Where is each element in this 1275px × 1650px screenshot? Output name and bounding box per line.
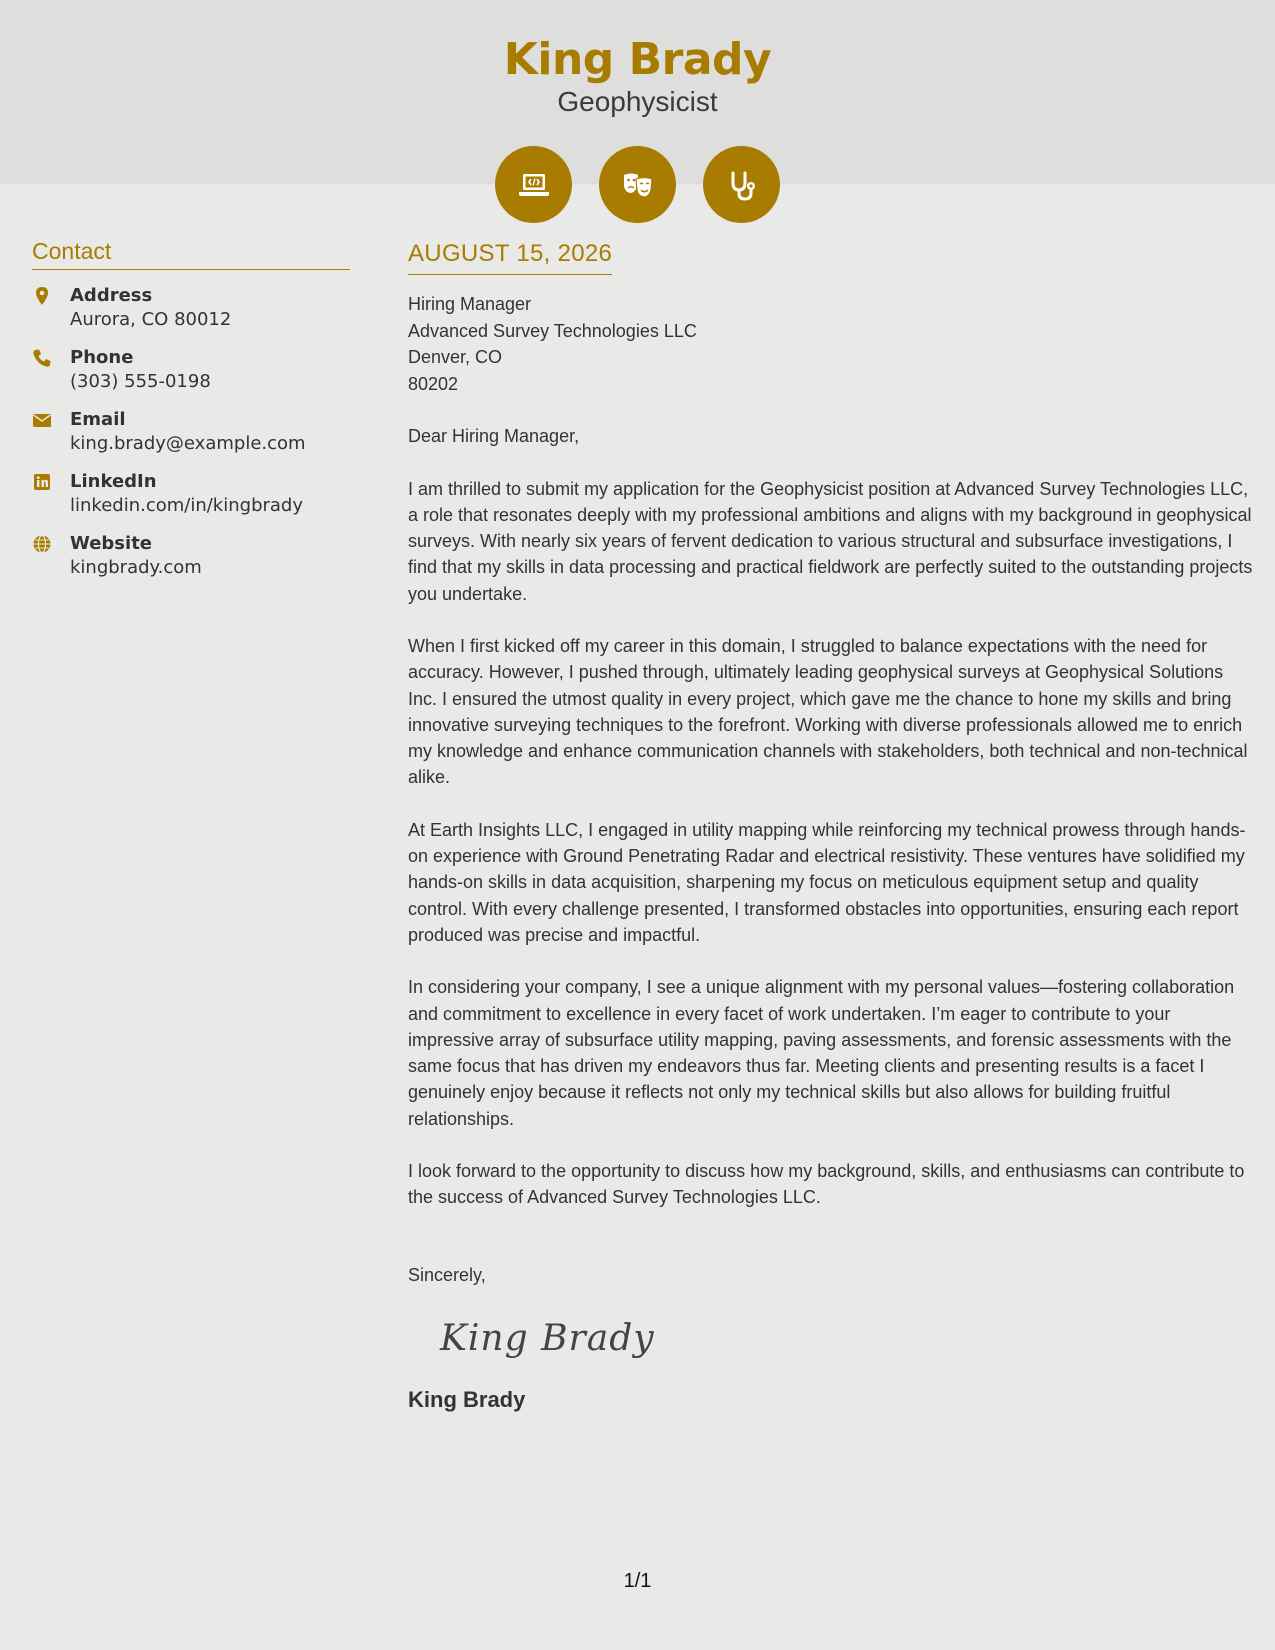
envelope-icon [32,408,70,456]
website-value[interactable]: kingbrady.com [70,557,202,578]
signer-name: King Brady [408,1386,526,1412]
closing: Sincerely, [408,1264,486,1285]
page-number: 1/1 [623,1570,652,1592]
linkedin-value[interactable]: linkedin.com/in/kingbrady [70,495,303,516]
recipient-line: Hiring Manager [408,294,532,314]
body-paragraph: I look forward to the opportunity to discuss how my background, skills, and enthusiasms can contribute to the success of Advanced Survey Technologies LLC. [408,1161,1245,1208]
phone-value: (303) 555-0198 [70,371,211,392]
phone-icon [32,346,70,394]
body-paragraph: In considering your company, I see a unique alignment with my personal values—fostering collaboration and commitment to excellence in every facet of work undertaken. I’m eager to contribute to your impressive array of subsurface utility mapping, paving assessments, and forensic assessments with the same focus that has driven my endeavors thus far. Meeting clients and presenting results is a facet I genuinely enjoy because it reflects not only my technical skills but also allows for building fruitful relationships. [408,977,1235,1129]
greeting: Dear Hiring Manager, [408,426,580,446]
header-icon-row [495,146,780,223]
map-pin-icon [32,284,70,332]
contact-website [32,532,350,580]
phone-label: Phone [70,347,134,368]
email-value[interactable]: king.brady@example.com [70,433,306,454]
website-label: Website [70,533,153,554]
letter-date: AUGUST 15, 2026 [408,240,612,275]
address-label: Address [70,285,153,306]
globe-icon [32,532,70,580]
body-paragraph: I am thrilled to submit my application for the Geophysicist position at Advanced Survey Technologies LLC, a role that resonates deeply with my professional ambitions and aligns with my background in geophysical surveys. With nearly six years of fervent dedication to various structural and subsurface investigations, I find that my skills in data processing and practical fieldwork are perfectly suited to the outstanding projects you undertake. [408,478,1253,604]
linkedin-icon [32,470,70,518]
applicant-name: King Brady [503,34,772,85]
email-label: Email [70,409,126,430]
recipient-block [408,291,1253,397]
contact-heading: Contact [32,238,350,270]
body-paragraph: At Earth Insights LLC, I engaged in utility mapping while reinforcing my technical prowess through hands-on experience with Ground Penetrating Radar and electrical resistivity. These ventures have solidified my hands-on skills in data acquisition, sharpening my focus on meticulous equipment setup and quality control. With every challenge presented, I transformed obstacles into opportunities, ensuring each report produced was precise and impactful. [408,819,1246,945]
address-value: Aurora, CO 80012 [70,309,232,330]
handwritten-signature: King Brady [440,1317,655,1359]
theater-masks-icon [599,146,676,223]
recipient-line: 80202 [408,373,459,394]
cover-letter [408,240,1253,1413]
contact-phone [32,346,350,394]
contact-sidebar [32,238,350,580]
contact-address [32,284,350,332]
body-paragraph: When I first kicked off my career in this domain, I struggled to balance expectations with the need for accuracy. However, I pushed through, ultimately leading geophysical surveys at Geophysical Solutions Inc. I ensured the utmost quality in every project, which gave me the chance to hone my skills and bring innovative surveying techniques to the forefront. Working with diverse professionals allowed me to enrich my knowledge and enhance communication channels with stakeholders, both technical and non-technical alike. [408,635,1248,788]
recipient-line: Denver, CO [408,347,503,367]
laptop-code-icon [495,146,572,223]
job-title: Geophysicist [557,86,718,117]
contact-linkedin [32,470,350,518]
contact-email [32,408,350,456]
recipient-line: Advanced Survey Technologies LLC [408,320,697,341]
linkedin-label: LinkedIn [70,471,157,492]
stethoscope-icon [703,146,780,223]
